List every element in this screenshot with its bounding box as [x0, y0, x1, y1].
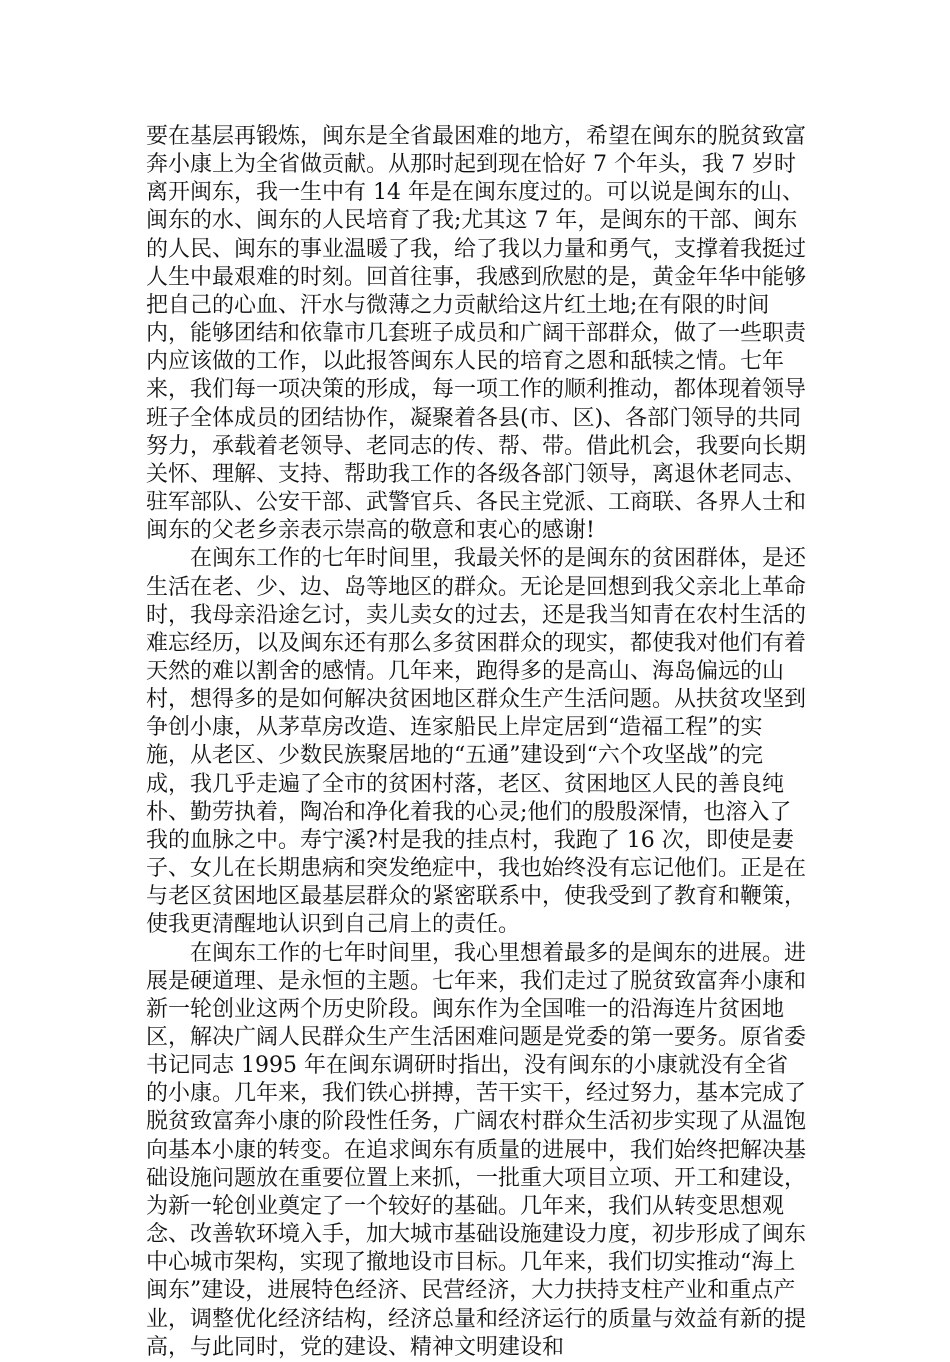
- document-body: [146, 123, 806, 1362]
- paragraph-1: 要在基层再锻炼，闽东是全省最困难的地方，希望在闽东的脱贫致富奔小康上为全省做贡献。从那时起到现在恰好 7 个年头，我 7 岁时离开闽东，我一生中有 14 年是在闽东度过的。可以说是闽东的山、闽东的水、闽东的人民培育了我;尤其这 7 年，是闽东的干部、闽东的人民、闽东的事业温暖了我，给了我以力量和勇气，支撑着我挺过人生中最艰难的时刻。回首往事，我感到欣慰的是，黄金年华中能够把自己的心血、汗水与微薄之力贡献给这片红土地;在有限的时间内，能够团结和依靠市几套班子成员和广阔干部群众，做了一些职责内应该做的工作，以此报答闽东人民的培育之恩和舐犊之情。七年来，我们每一项决策的形成，每一项工作的顺利推动，都体现着领导班子全体成员的团结协作，凝聚着各县(市、区)、各部门领导的共同努力，承载着老领导、老同志的传、帮、带。借此机会，我要向长期关怀、理解、支持、帮助我工作的各级各部门领导，离退休老同志、驻军部队、公安干部、武警官兵、各民主党派、工商联、各界人士和闽东的父老乡亲表示崇高的敬意和衷心的感谢!: [146, 124, 807, 544]
- paragraph-3: 在闽东工作的七年时间里，我心里想着最多的是闽东的进展。进展是硬道理、是永恒的主题。七年来，我们走过了脱贫致富奔小康和新一轮创业这两个历史阶段。闽东作为全国唯一的沿海连片贫困地区，解决广阔人民群众生产生活困难问题是党委的第一要务。原省委书记同志 1995 年在闽东调研时指出，没有闽东的小康就没有全省的小康。几年来，我们铁心拼搏，苦干实干，经过努力，基本完成了脱贫致富奔小康的阶段性任务，广阔农村群众生活初步实现了从温饱向基本小康的转变。在追求闽东有质量的进展中，我们始终把解决基础设施问题放在重要位置上来抓，一批重大项目立项、开工和建设，为新一轮创业奠定了一个较好的基础。几年来，我们从转变思想观念、改善软环境入手，加大城市基础设施建设力度，初步形成了闽东中心城市架构，实现了撤地设市目标。几年来，我们切实推动“海上闽东”建设，进展特色经济、民营经济，大力扶持支柱产业和重点产业，调整优化经济结构，经济总量和经济运行的质量与效益有新的提高，与此同时，党的建设、精神文明建设和: [146, 940, 807, 1360]
- paragraph-2: 在闽东工作的七年时间里，我最关怀的是闽东的贫困群体，是还生活在老、少、边、岛等地区的群众。无论是回想到我父亲北上革命时，我母亲沿途乞讨，卖儿卖女的过去，还是我当知青在农村生活的难忘经历，以及闽东还有那么多贫困群众的现实，都使我对他们有着天然的难以割舍的感情。几年来，跑得多的是高山、海岛偏远的山村，想得多的是如何解决贫困地区群众生产生活问题。从扶贫攻坚到争创小康，从茅草房改造、连家船民上岸定居到“造福工程”的实施，从老区、少数民族聚居地的“五通”建设到“六个攻坚战”的完成，我几乎走遍了全市的贫困村落，老区、贫困地区人民的善良纯朴、勤劳执着，陶冶和净化着我的心灵;他们的殷殷深情，也溶入了我的血脉之中。寿宁溪?村是我的挂点村，我跑了 16 次，即使是妻子、女儿在长期患病和突发绝症中，我也始终没有忘记他们。正是在与老区贫困地区最基层群众的紧密联系中，使我受到了教育和鞭策，使我更清醒地认识到自己肩上的责任。: [146, 546, 807, 938]
